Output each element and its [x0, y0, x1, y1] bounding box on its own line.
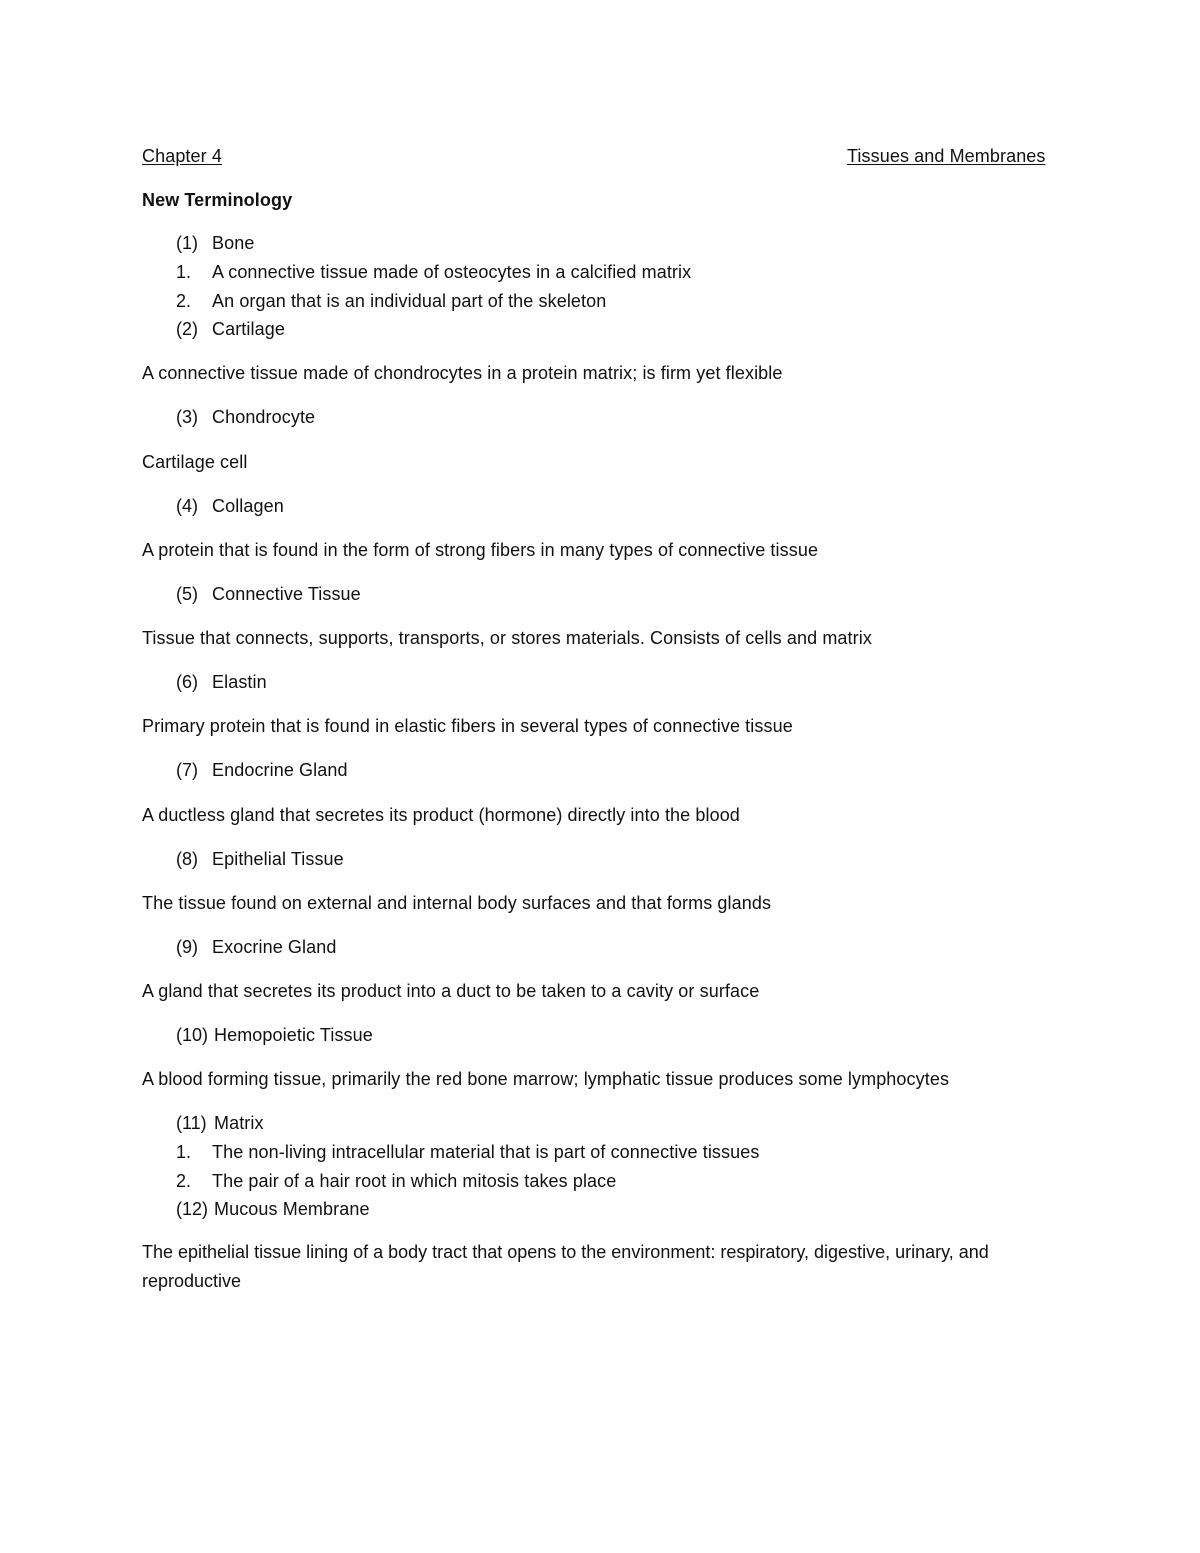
term-definition: A connective tissue made of chondrocytes in a protein matrix; is firm yet flexible: [142, 363, 783, 383]
chapter-label: Chapter 4: [142, 146, 222, 166]
term-definition: A ductless gland that secretes its product (hormone) directly into the blood: [142, 805, 740, 825]
term-number: (4): [176, 496, 198, 516]
term-name: Elastin: [212, 672, 267, 692]
term-definition: A blood forming tissue, primarily the red bone marrow; lymphatic tissue produces some lymphocytes: [142, 1069, 950, 1089]
term-name: Bone: [212, 233, 255, 253]
term-name: Exocrine Gland: [212, 937, 337, 957]
sub-definition: The non-living intracellular material that is part of connective tissues: [212, 1142, 760, 1162]
term-number: (3): [176, 407, 198, 427]
term-number: (8): [176, 849, 198, 869]
sub-definition: A connective tissue made of osteocytes in a calcified matrix: [212, 262, 692, 282]
section-title: New Terminology: [142, 190, 293, 210]
sub-definition: The pair of a hair root in which mitosis takes place: [212, 1171, 617, 1191]
term-definition: The tissue found on external and internal body surfaces and that forms glands: [142, 893, 772, 913]
term-definition: Primary protein that is found in elastic fibers in several types of connective tissue: [142, 716, 793, 736]
sub-definition: An organ that is an individual part of the skeleton: [212, 291, 607, 311]
term-number: (5): [176, 584, 198, 604]
sub-number: 2.: [176, 291, 192, 311]
sub-number: 1.: [176, 262, 192, 282]
term-name: Connective Tissue: [212, 584, 361, 604]
term-name: Chondrocyte: [212, 407, 316, 427]
term-number: (12): [176, 1199, 209, 1219]
term-name: Collagen: [212, 496, 284, 516]
term-name: Hemopoietic Tissue: [214, 1025, 373, 1045]
chapter-title: Tissues and Membranes: [847, 146, 1046, 166]
sub-number: 1.: [176, 1142, 192, 1162]
term-number: (7): [176, 760, 198, 780]
term-definition: The epithelial tissue lining of a body tract that opens to the environment: respiratory, digestive, urinary, and reproductive: [142, 1242, 989, 1291]
term-number: (9): [176, 937, 198, 957]
term-name: Cartilage: [212, 319, 285, 339]
term-definition: Cartilage cell: [142, 452, 248, 472]
term-name: Endocrine Gland: [212, 760, 348, 780]
term-name: Epithelial Tissue: [212, 849, 344, 869]
term-number: (1): [176, 233, 198, 253]
term-number: (10): [176, 1025, 209, 1045]
term-number: (6): [176, 672, 198, 692]
term-number: (11): [176, 1113, 207, 1133]
term-number: (2): [176, 319, 198, 339]
term-name: Matrix: [214, 1113, 264, 1133]
term-definition: A gland that secretes its product into a duct to be taken to a cavity or surface: [142, 981, 760, 1001]
term-name: Mucous Membrane: [214, 1199, 370, 1219]
term-definition: A protein that is found in the form of strong fibers in many types of connective tissue: [142, 540, 819, 560]
term-definition: Tissue that connects, supports, transports, or stores materials. Consists of cells and matrix: [142, 628, 872, 648]
sub-number: 2.: [176, 1171, 192, 1191]
